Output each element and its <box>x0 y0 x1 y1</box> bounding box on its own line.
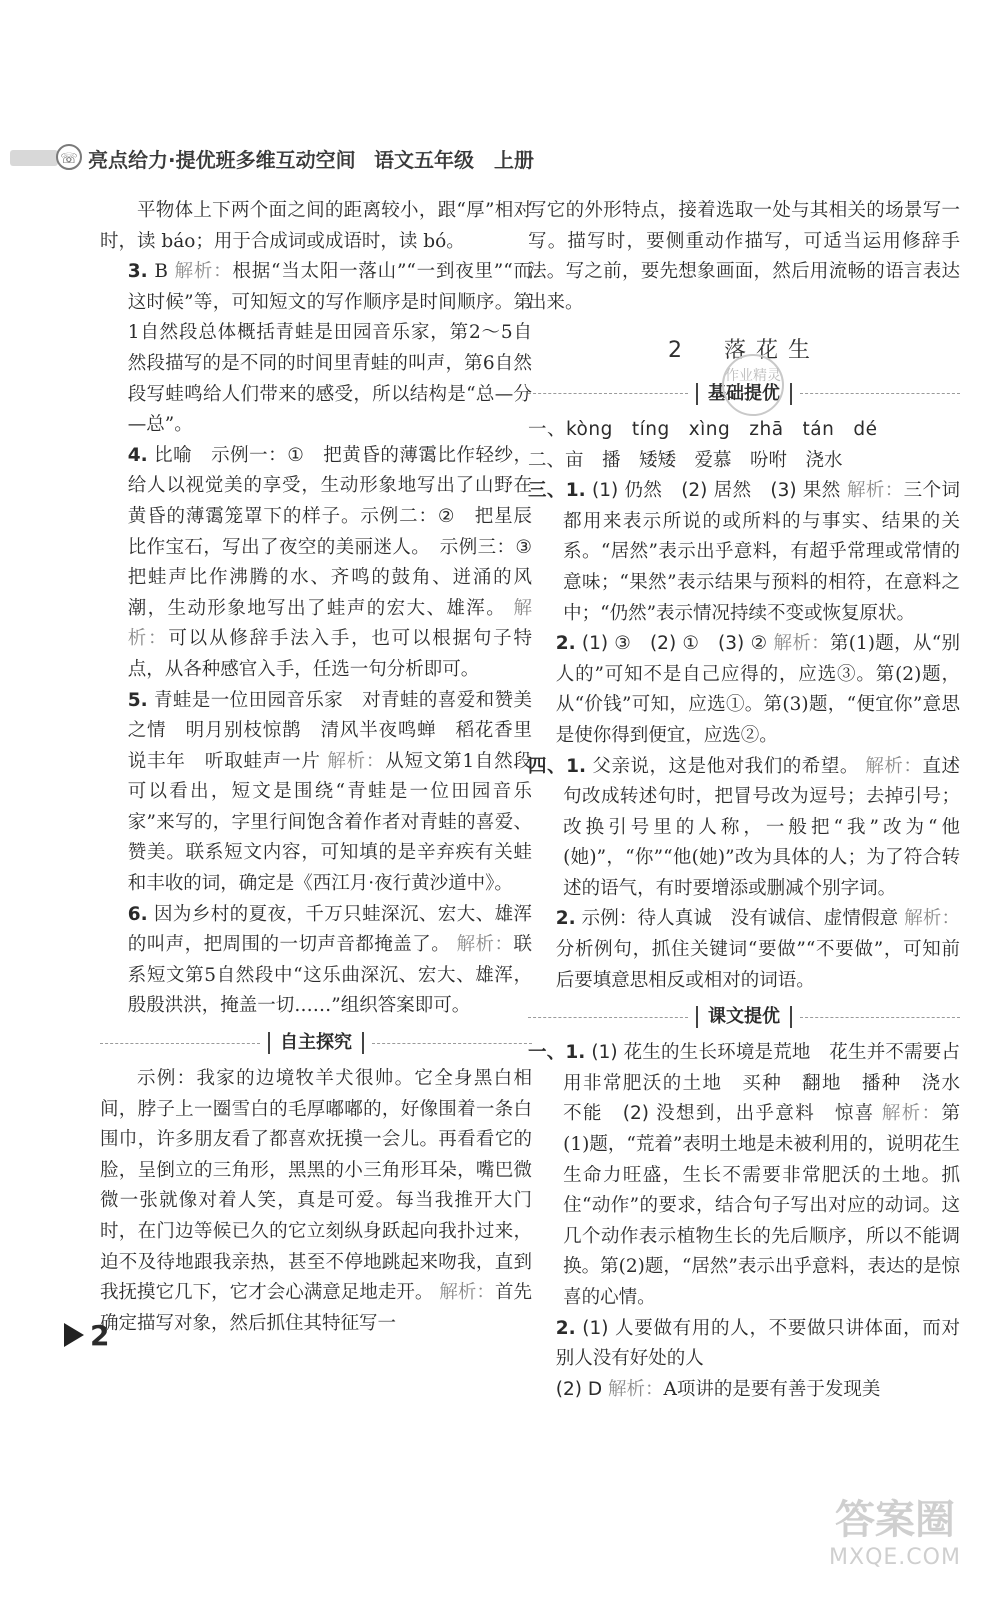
answer-s3-2 <box>528 629 960 751</box>
analysis-label: 解析： <box>904 908 960 930</box>
triangle-icon <box>64 1323 84 1347</box>
analysis-text: 直述句改成转述句时，把冒号改为逗号；去掉引号；改换引号里的人称，一般把“我”改为“他(她)”，“你”“他(她)”改为具体的人；为了符合转述的语气，有时要增添或删减个别字词。 <box>563 755 960 899</box>
answer-text: (1) 花生的生长环境是荒地 花生并不需要占用非常肥沃的土地 买种 翻地 播种 浇水 不能 (2) 没想到，出乎意料 惊喜 <box>563 1042 979 1125</box>
analysis-label: 解析： <box>327 750 386 772</box>
answer-text: (1) ③ (2) ① (3) ② <box>581 633 768 655</box>
answer-text: (1) 仍然 (2) 居然 (3) 果然 <box>592 480 841 502</box>
page-header <box>0 138 1000 178</box>
answer-pinyin: 一、kòng tíng xìng zhā tán dé <box>528 418 878 440</box>
question-number: 三、1. <box>528 480 586 502</box>
stamp-text: 作业精灵 <box>725 368 781 384</box>
question-number: 2. <box>555 1317 576 1339</box>
analysis-continuation: 写它的外形特点，接着选取一处与其相关的场景写一写。描写时，要侧重动作描写，可适当运用修辞手法。写之前，要先想象画面，然后用流畅的语言表达出来。 <box>528 200 960 313</box>
answer-text: 比喻 示例一：① 把黄昏的薄霭比作轻纱，给人以视觉美的享受，生动形象地写出了山野在黄昏的薄霭笼罩下的样子。示例二：② 把星辰比作宝石，写出了夜空的美丽迷人。 示例三：③ 把蛙声比作沸腾的水、齐鸣的鼓角、迸涌的风潮，生动形象地写出了蛙声的宏大、雄浑。 <box>127 444 551 619</box>
page-number-marker <box>64 1318 109 1352</box>
question-number: 2. <box>555 633 576 655</box>
series-title: 亮点给力·提优班多维互动空间 <box>88 148 356 172</box>
sample-essay <box>100 1064 532 1339</box>
analysis-text: 第(1)题，从“别人的”可知不是自己应得的，应选③。第(2)题，从“价钱”可知，应选①。第(3)题，“便宜你”意思是使你得到便宜，应选②。 <box>555 633 960 746</box>
analysis-label: 解析： <box>773 633 830 655</box>
question-number: 四、1. <box>528 755 586 777</box>
answer-q3 <box>100 257 532 441</box>
analysis-text: A项讲的是要有善于发现美 <box>663 1378 881 1400</box>
left-column <box>100 196 551 1339</box>
answer-q6 <box>100 900 532 1022</box>
stamp-watermark <box>722 354 784 416</box>
page-number: 2 <box>90 1318 110 1352</box>
watermark-url: MXQE.COM <box>829 1545 961 1570</box>
answer-text: (2) D <box>555 1378 603 1400</box>
lesson-title: 2 落花生 <box>668 338 820 364</box>
subject-grade: 语文五年级 上册 <box>374 148 534 172</box>
answer-text: 青蛙是一位田园音乐家 对青蛙的喜爱和赞美之情 明月别枝惊鹊 清风半夜鸣蝉 稻花香里说丰年 听取蛙声一片 <box>127 689 532 772</box>
analysis-label: 解析： <box>846 480 904 502</box>
analysis-label: 解析： <box>865 755 923 777</box>
analysis-text: 首先确定描写对象，然后抓住其特征写一 <box>100 1282 532 1334</box>
question-number: 一、1. <box>528 1042 586 1064</box>
analysis-text: 可以从修辞手法入手，也可以根据句子特点，从各种感官入手，任选一句分析即可。 <box>127 628 532 680</box>
analysis-label: 解析： <box>881 1103 942 1125</box>
section-header-explore <box>100 1028 532 1058</box>
site-watermark <box>820 1495 970 1585</box>
answer-k2-part2 <box>528 1375 960 1406</box>
answer-text: 示例：待人真诚 没有诚信、虚情假意 <box>581 908 899 930</box>
answer-q4 <box>100 441 551 686</box>
section-title: 课文提优 <box>696 1006 792 1028</box>
answer-s4-2 <box>528 904 960 996</box>
answer-text: B <box>154 261 168 283</box>
phone-logo-icon: ☏ <box>56 144 82 170</box>
answer-k2 <box>528 1314 960 1375</box>
analysis-text: 三个词都用来表示所说的或所料的与事实、结果的关系。“居然”表示出乎意料，有超乎常理或常情的意味；“果然”表示结果与预料的相符，在意料之中；“仍然”表示情况持续不变或恢复原状。 <box>563 480 960 624</box>
analysis-label: 解析： <box>439 1282 495 1304</box>
question-number: 2. <box>555 908 576 930</box>
answer-text: 父亲说，这是他对我们的希望。 <box>592 755 859 777</box>
analysis-text: 分析例句，抓住关键词“要做”“不要做”，可知前后要填意思相反或相对的词语。 <box>555 939 960 991</box>
essay-text: 示例：我家的边境牧羊犬很帅。它全身黑白相间，脖子上一圈雪白的毛厚嘟嘟的，好像围着一条白围巾，许多朋友看了都喜欢抚摸一会儿。再看看它的脸，呈倒立的三角形，黑黑的小三角形耳朵，嘴巴微微一张就像对着人笑，真是可爱。每当我推开大门时，在门边等候已久的它立刻纵身跃起向我扑过来，迫不及待地跟我亲热，甚至不停地跳起来吻我，直到我抚摸它几下，它才会心满意足地走开。 <box>100 1068 532 1304</box>
section-title: 基础提优 <box>696 383 792 405</box>
analysis-label: 解析： <box>174 261 233 283</box>
answer-k1 <box>528 1038 979 1313</box>
analysis-label: 解析： <box>456 934 514 956</box>
question-number: 6. <box>127 903 148 925</box>
analysis-label: 解析： <box>127 597 532 650</box>
section-title: 自主探究 <box>268 1032 364 1054</box>
analysis-text: 第(1)题，“荒着”表明土地是未被利用的，说明花生生命力旺盛，生长不需要非常肥沃的土地。抓住“动作”的要求，结合句子写出对应的动词。这几个动作表示植物生长的先后顺序，所以不能调换。第(2)题，“居然”表示出乎意料，表达的是惊喜的心情。 <box>563 1103 960 1308</box>
watermark-logo-text: 答案圈 <box>835 1497 955 1543</box>
answer-s3-1 <box>528 476 960 629</box>
answer-text: (1) 人要做有用的人，不要做只讲体面，而对别人没有好处的人 <box>555 1317 960 1370</box>
answer-text: 因为乡村的夏夜，千万只蛙深沉、宏大、雄浑的叫声，把周围的一切声音都掩盖了。 <box>127 903 532 956</box>
section-header-text <box>528 1002 960 1032</box>
answer-q5 <box>100 686 532 900</box>
analysis-text: 从短文第1自然段可以看出，短文是围绕“青蛙是一位田园音乐家”来写的，字里行间饱含着作者对青蛙的喜爱、赞美。联系短文内容，可知填的是辛弃疾有关蛙和丰收的词，确定是《西江月·夜行黄沙道中》。 <box>127 750 532 895</box>
answer-s4-1 <box>528 752 960 905</box>
question-number: 3. <box>127 261 148 283</box>
analysis-text: 联系短文第5自然段中“这乐曲深沉、宏大、雄浑，殷殷洪洪，掩盖一切……”组织答案即可。 <box>127 934 532 1017</box>
analysis-text: 根据“当太阳一落山”“一到夜里”“而这时候”等，可知短文的写作顺序是时间顺序。第1自然段总体概括青蛙是田园音乐家，第2～5自然段描写的是不同的时间里青蛙的叫声，第6自然段写蛙鸣给人们带来的感受，所以结构是“总—分—总”。 <box>127 261 532 436</box>
answer-continuation: 平物体上下两个面之间的距离较小，跟“厚”相对时，读 báo；用于合成词或成语时，读 bó。 <box>100 200 532 252</box>
analysis-label: 解析： <box>607 1378 664 1400</box>
question-number: 5. <box>127 689 148 711</box>
question-number: 4. <box>127 444 148 466</box>
answer-characters: 二、亩 播 矮矮 爱慕 吩咐 浇水 <box>528 449 843 471</box>
header-bar-decoration <box>10 150 58 166</box>
